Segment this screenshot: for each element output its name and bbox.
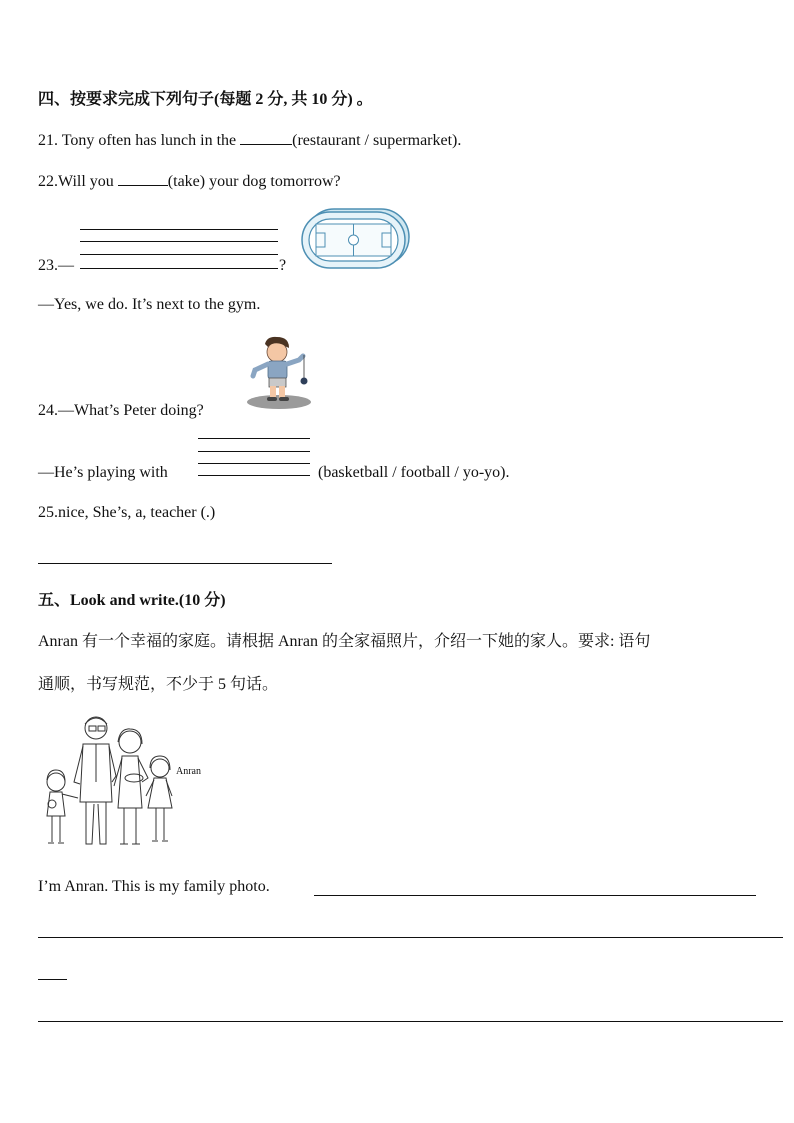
- question-21-blank[interactable]: [240, 130, 292, 145]
- q24-answer-line-2[interactable]: [198, 451, 310, 452]
- question-22-text-after: (take) your dog tomorrow?: [167, 173, 341, 190]
- q23-suffix: ?: [279, 257, 287, 274]
- question-22-text-before: 22.Will you: [38, 173, 118, 190]
- q24-answer-line-1[interactable]: [198, 438, 310, 439]
- q23-prefix: 23.—: [38, 257, 74, 274]
- question-22-blank[interactable]: [118, 171, 168, 186]
- writing-line-4[interactable]: [38, 1021, 783, 1022]
- q23-answer-line-3[interactable]: [80, 254, 278, 255]
- section-5-instruction-2: 通顺，书写规范，不少于 5 句话。: [38, 676, 279, 693]
- family-photo-label: Anran: [176, 766, 201, 777]
- family-photo-icon: [38, 712, 218, 854]
- question-21-text-after: (restaurant / supermarket).: [292, 132, 462, 149]
- boy-yoyo-icon: [245, 334, 313, 412]
- question-21-number: 21: [38, 132, 54, 149]
- q23-answer-line-2[interactable]: [80, 241, 278, 242]
- q23-answer-line-1[interactable]: [80, 229, 278, 230]
- q24-answer-after: (basketball / football / yo-yo).: [318, 464, 510, 481]
- section-5-heading: 五、Look and write.(10 分): [38, 592, 226, 609]
- section-5-instruction-1: Anran 有一个幸福的家庭。请根据 Anran 的全家福照片，介绍一下她的家人。要求: 语句: [38, 633, 651, 650]
- q24-answer-before: —He’s playing with: [38, 464, 168, 481]
- q24-question: 24.—What’s Peter doing?: [38, 402, 204, 419]
- q25-text: 25.nice, She’s, a, teacher (.): [38, 504, 216, 521]
- q23-answer-line-4[interactable]: [80, 268, 278, 269]
- writing-line-1[interactable]: [314, 895, 756, 896]
- q23-answer: —Yes, we do. It’s next to the gym.: [38, 296, 261, 313]
- question-21: [38, 130, 461, 150]
- question-22: [38, 171, 341, 191]
- q24-answer-line-4[interactable]: [198, 475, 310, 476]
- stadium-track-icon: [296, 206, 412, 270]
- section-4-heading: 四、按要求完成下列句子(每题 2 分, 共 10 分) 。: [38, 91, 373, 108]
- question-21-text-before: . Tony often has lunch in the: [54, 132, 241, 149]
- q25-answer-line[interactable]: [38, 563, 332, 564]
- writing-starter: I’m Anran. This is my family photo.: [38, 878, 270, 895]
- writing-line-3[interactable]: [38, 979, 67, 980]
- writing-line-2[interactable]: [38, 937, 783, 938]
- q24-answer-line-3[interactable]: [198, 463, 310, 464]
